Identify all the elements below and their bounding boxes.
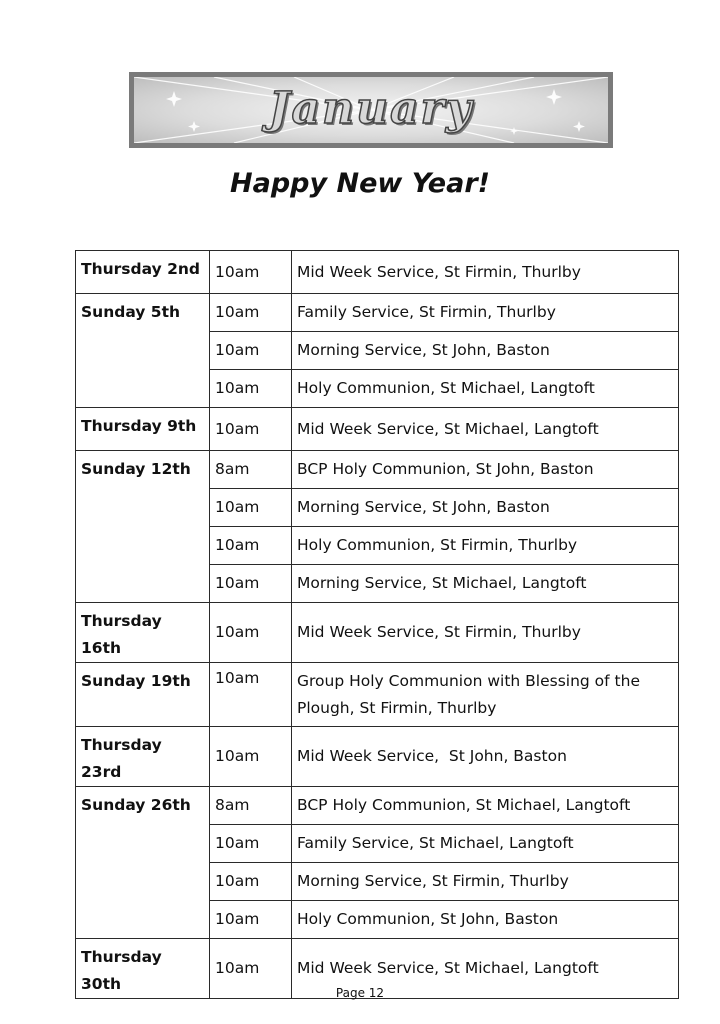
service-schedule-table	[75, 250, 679, 999]
time-cell: 10am	[210, 863, 292, 901]
service-cell: Morning Service, St Michael, Langtoft	[292, 565, 679, 603]
service-cell: Morning Service, St Firmin, Thurlby	[292, 863, 679, 901]
time-cell: 10am	[210, 727, 292, 787]
table-row	[76, 408, 679, 451]
page-heading: Happy New Year!	[230, 168, 490, 199]
time-cell: 10am	[210, 603, 292, 663]
service-cell: BCP Holy Communion, St John, Baston	[292, 451, 679, 489]
time-cell: 10am	[210, 251, 292, 294]
day-cell: Sunday 19th	[76, 663, 210, 727]
day-cell: Thursday 2nd	[76, 251, 210, 294]
table-row	[76, 603, 679, 663]
time-cell: 10am	[210, 901, 292, 939]
day-cell: Sunday 26th	[76, 787, 210, 939]
service-cell: Mid Week Service, St John, Baston	[292, 727, 679, 787]
month-title: January	[268, 83, 474, 134]
service-cell: Morning Service, St John, Baston	[292, 489, 679, 527]
service-cell: Family Service, St Michael, Langtoft	[292, 825, 679, 863]
page-number: Page 12	[335, 986, 385, 1000]
service-cell: Family Service, St Firmin, Thurlby	[292, 294, 679, 332]
service-cell: Morning Service, St John, Baston	[292, 332, 679, 370]
time-cell: 10am	[210, 294, 292, 332]
service-cell: Mid Week Service, St Firmin, Thurlby	[292, 251, 679, 294]
service-cell: Holy Communion, St Michael, Langtoft	[292, 370, 679, 408]
time-cell: 10am	[210, 370, 292, 408]
day-cell: Thursday 23rd	[76, 727, 210, 787]
time-cell: 10am	[210, 825, 292, 863]
table-row	[76, 727, 679, 787]
day-cell: Thursday 9th	[76, 408, 210, 451]
service-cell: Holy Communion, St Firmin, Thurlby	[292, 527, 679, 565]
time-cell: 10am	[210, 489, 292, 527]
time-cell: 8am	[210, 787, 292, 825]
day-cell: Sunday 5th	[76, 294, 210, 408]
time-cell: 10am	[210, 408, 292, 451]
time-cell: 8am	[210, 451, 292, 489]
service-cell: Group Holy Communion with Blessing of the Plough, St Firmin, Thurlby	[292, 663, 679, 727]
service-cell: Holy Communion, St John, Baston	[292, 901, 679, 939]
service-cell: Mid Week Service, St Michael, Langtoft	[292, 408, 679, 451]
service-cell: BCP Holy Communion, St Michael, Langtoft	[292, 787, 679, 825]
time-cell: 10am	[210, 527, 292, 565]
time-cell: 10am	[210, 663, 292, 727]
day-cell: Thursday 30th	[76, 939, 210, 999]
table-row	[76, 663, 679, 727]
table-row	[76, 451, 679, 489]
month-banner-panel	[134, 77, 608, 143]
time-cell: 10am	[210, 565, 292, 603]
service-cell: Mid Week Service, St Michael, Langtoft	[292, 939, 679, 999]
day-cell: Thursday 16th	[76, 603, 210, 663]
month-banner	[129, 72, 613, 148]
day-cell: Sunday 12th	[76, 451, 210, 603]
service-cell: Mid Week Service, St Firmin, Thurlby	[292, 603, 679, 663]
table-row	[76, 294, 679, 332]
table-row	[76, 787, 679, 825]
table-row	[76, 251, 679, 294]
time-cell: 10am	[210, 332, 292, 370]
time-cell: 10am	[210, 939, 292, 999]
